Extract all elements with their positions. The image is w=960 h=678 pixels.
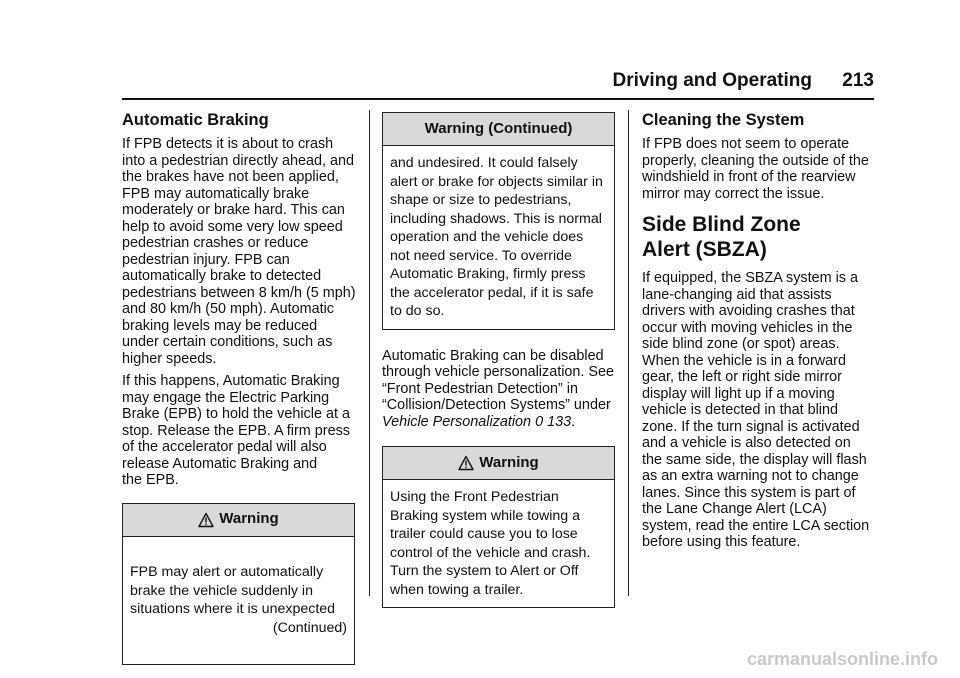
column-2 [382,110,617,618]
section-title-sbza: Side Blind Zone Alert (SBZA) [642,213,801,261]
column-divider [628,110,629,596]
warning-box [382,446,615,608]
paragraph: If equipped, the SBZA system is a lane-changing aid that assists drivers with avoiding crashes that occur with moving vehicles in the side blind zone (or spot) areas. When the vehicle is in a forward gear, the left or right side mirror display will light up if a moving vehicle is detected in that blind zone. If the turn signal is activated and a vehicle is also detected on the same side, the display will flash as an extra warning not to change lanes. Since this system is part of the Lane Change Alert (LCA) system, read the entire LCA section before using this feature. [642,270,870,550]
warning-header [383,447,614,480]
warning-box [122,503,355,665]
page-header [122,64,874,100]
heading-automatic-braking: Automatic Braking [122,111,269,129]
paragraph: If FPB detects it is about to crash into a pedestrian directly ahead, and the brakes have not been applied, FPB may automatically brake moderately or brake hard. This can help to avoid some very low speed pedestrian crashes or reduce pedestrian injury. FPB can automatically brake to detected pedestrians between 8 km/h (5 mph) and 80 km/h (50 mph). Automatic braking levels may be reduced under certain conditions, such as higher speeds. [122,136,356,367]
warning-title: Warning (Continued) [424,119,573,137]
paragraph-text: Automatic Braking can be disabled through vehicle personalization. See “Front Pedestrian Detection” in “Collision/Detection Systems” under [382,347,614,413]
page-reference-symbol: 0 [535,413,544,430]
warning-text: FPB may alert or automatically brake the vehicle suddenly in situations where it is unexpected [130,564,336,617]
warning-header [383,113,614,146]
warning-body: Using the Front Pedestrian Braking system while towing a trailer could cause you to lose control of the vehicle and crash. Turn the system to Alert or Off when towing a trailer. [390,489,591,598]
cross-reference-link[interactable]: Vehicle Personalization [382,413,532,430]
warning-header [123,504,354,537]
warning-triangle-icon [458,455,474,471]
warning-body [123,537,354,664]
paragraph: If this happens, Automatic Braking may engage the Electric Parking Brake (EPB) to hold the vehicle at a stop. Release the EPB. A firm press of the accelerator pedal will also release Automatic Braking and the EPB. [122,373,350,488]
warning-body: and undesired. It could falsely alert or brake for objects similar in shape or size to pedestrians, including shadows. This is normal operation and the vehicle does not need service. To override Automatic Braking, firmly press the accelerator pedal, if it is safe to do so. [390,155,603,319]
header-section-title: Driving and Operating [612,70,812,91]
warning-box-continued [382,112,615,330]
warning-triangle-icon [198,512,214,528]
heading-cleaning-the-system: Cleaning the System [642,111,805,129]
paragraph: If FPB does not seem to operate properly, cleaning the outside of the windshield in front of the rearview mirror may correct the issue. [642,136,869,202]
column-3 [642,110,877,557]
page-reference-number[interactable]: 133 [547,413,572,430]
column-divider [369,110,370,596]
paragraph [382,348,617,431]
watermark: carmanualsonline.info [746,649,938,669]
warning-continued: (Continued) [272,619,347,636]
column-1 [122,110,357,675]
warning-title: Warning [219,510,279,528]
paragraph-end: . [571,413,576,430]
warning-title: Warning [479,453,539,471]
header-page-number: 213 [842,70,874,91]
